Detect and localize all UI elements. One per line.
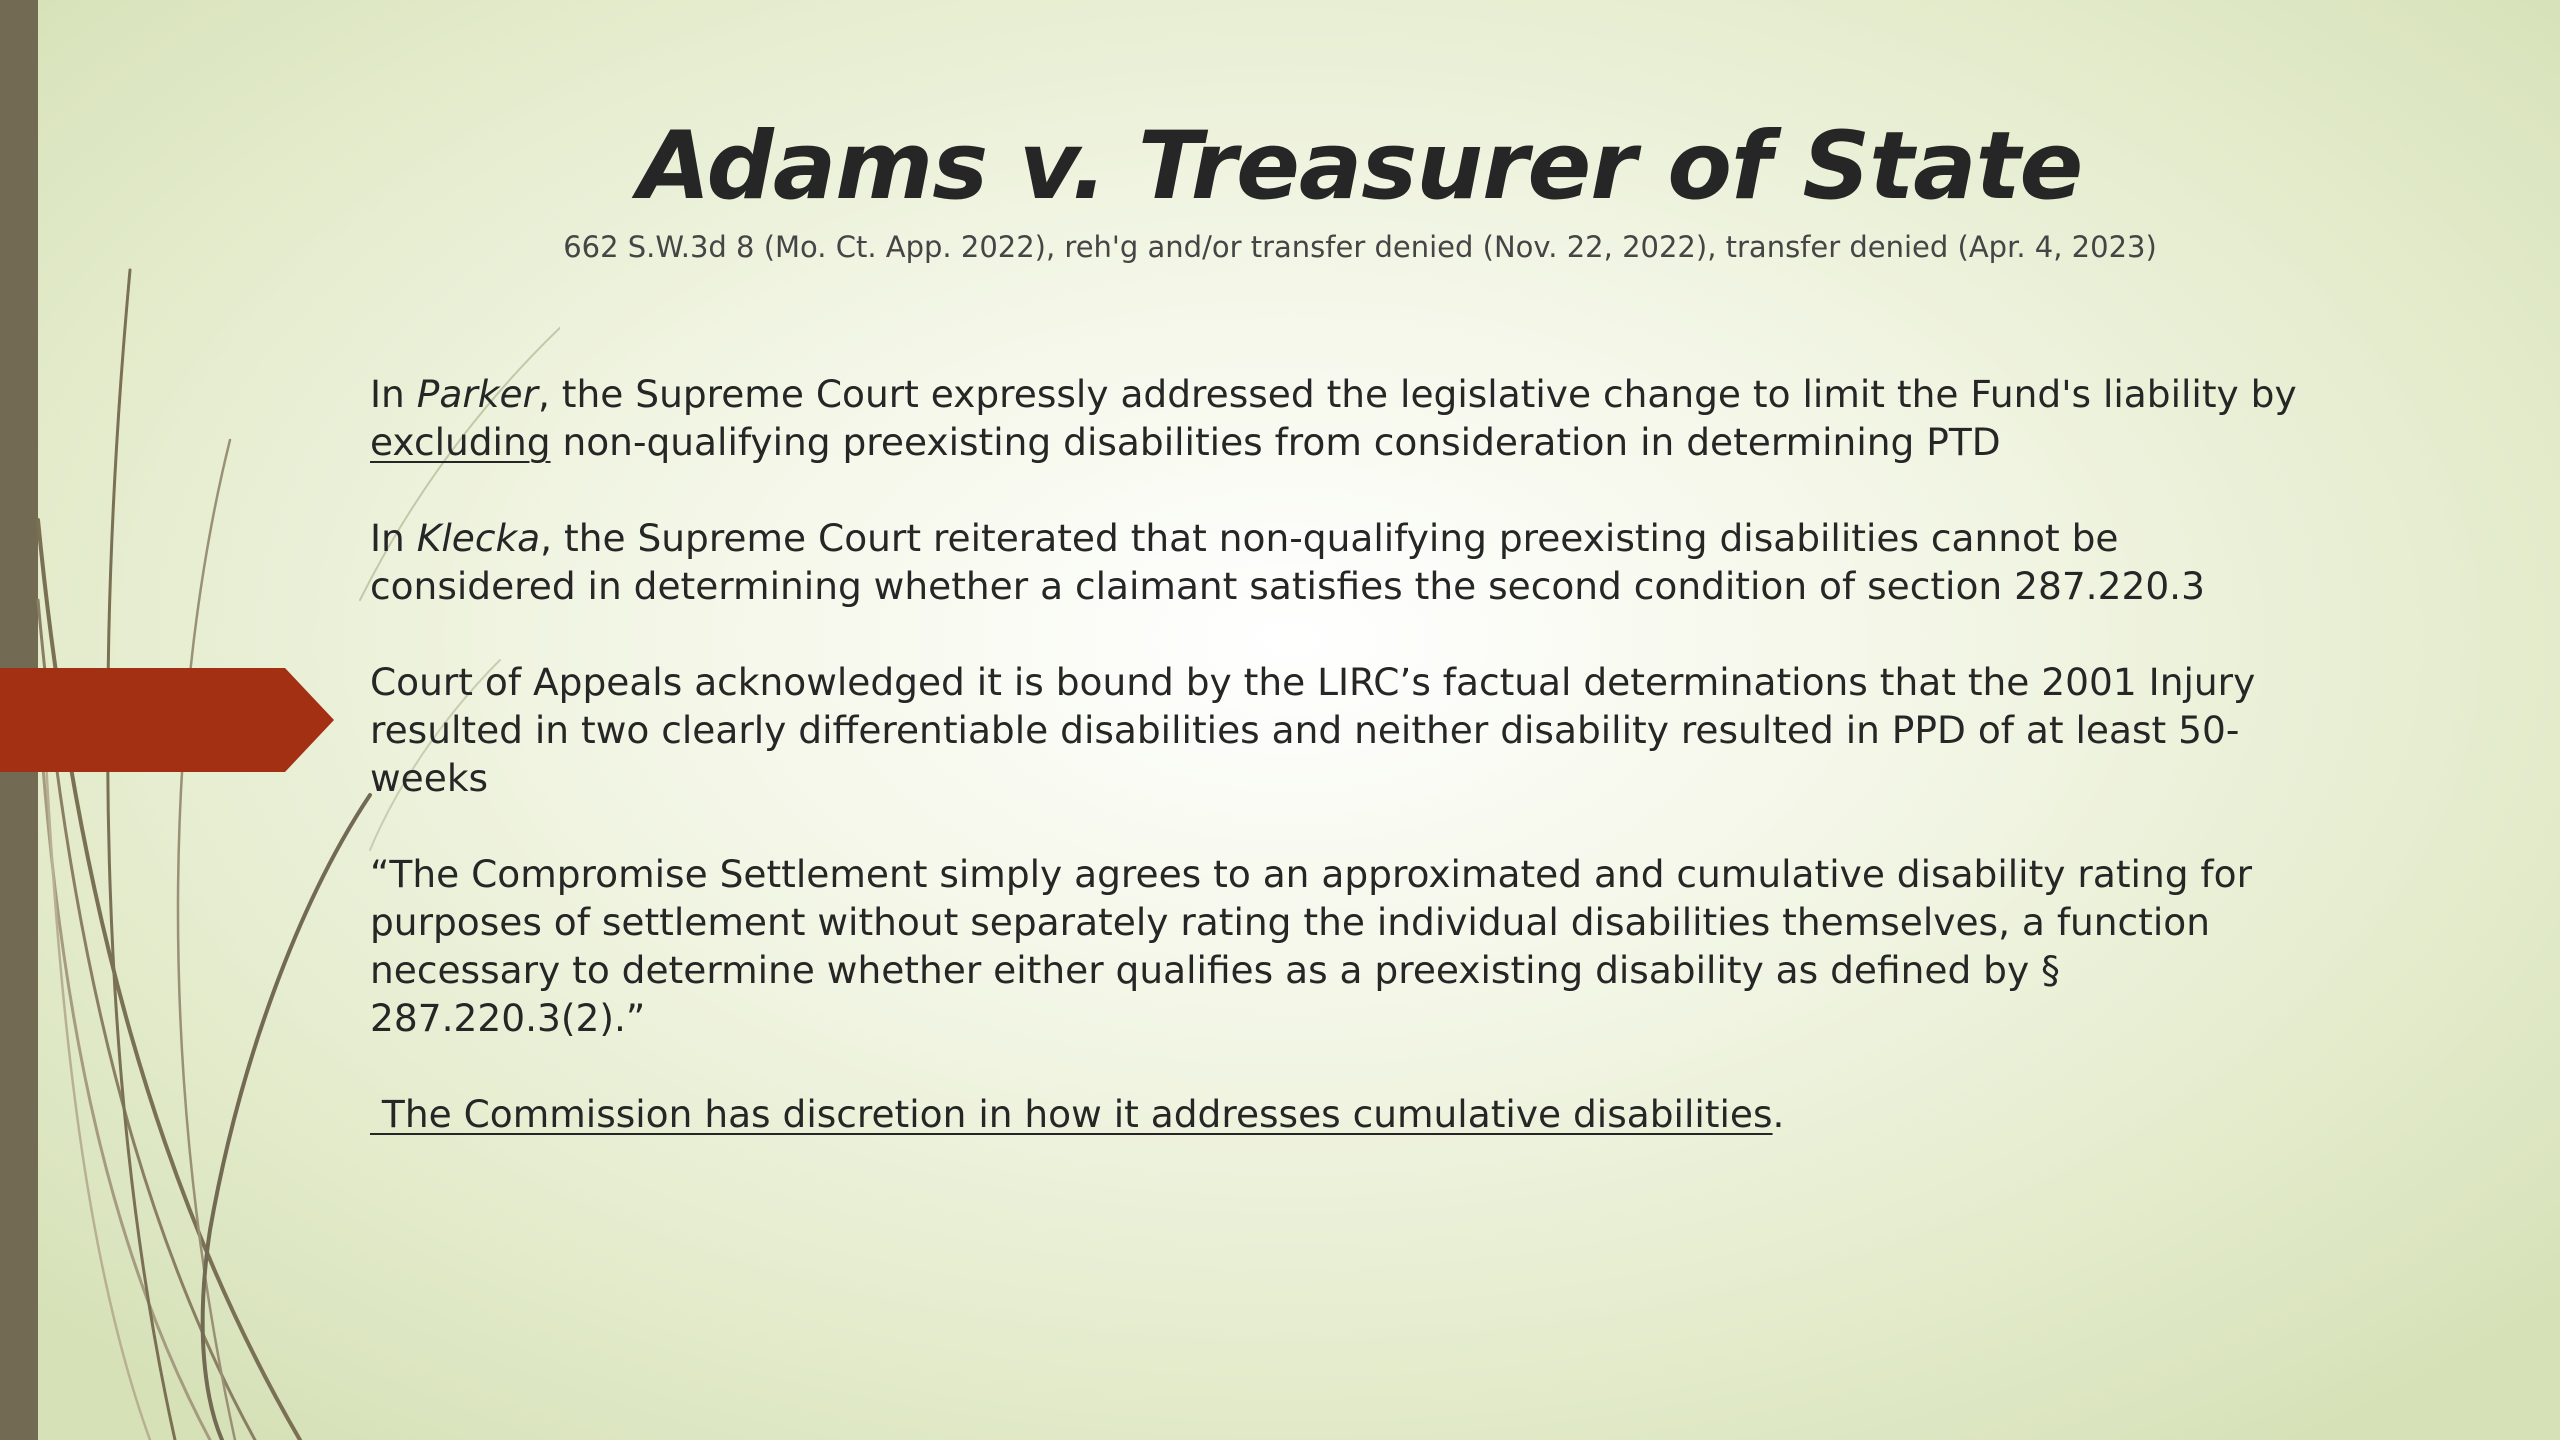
case-name-parker: Parker [416, 372, 538, 416]
bullet-court-of-appeals: Court of Appeals acknowledged it is bound by the LIRC’s factual determinations that the 2001 Injury resulted in two clearly differentiable disabilities and neither disability resulted in PPD of at least 50-weeks [370, 660, 2256, 800]
red-arrow-marker [0, 0, 340, 1440]
slide-title: Adams v. Treasurer of State [637, 112, 2083, 221]
underlined-conclusion: The Commission has discretion in how it addresses cumulative disabilities [370, 1092, 1773, 1136]
bullet-settlement-quote: “The Compromise Settlement simply agrees to an approximated and cumulative disability rating for purposes of settlement without separately rating the individual disabilities themselves, a function necessary to determine whether either qualifies as a preexisting disability as defined by § 287.220.3(2).” [370, 852, 2252, 1040]
bullet-klecka: In Klecka, the Supreme Court reiterated that non-qualifying preexisting disabilities cannot be considered in determining whether a claimant satisfies the second condition of section 287.220.3 [370, 516, 2205, 608]
bullet-commission-discretion: The Commission has discretion in how it addresses cumulative disabilities. [370, 1092, 1785, 1136]
case-name-klecka: Klecka [416, 516, 541, 560]
case-citation: 662 S.W.3d 8 (Mo. Ct. App. 2022), reh'g and/or transfer denied (Nov. 22, 2022), transfer denied (Apr. 4, 2023) [563, 230, 2157, 264]
bullet-parker: In Parker, the Supreme Court expressly addressed the legislative change to limit the Fund's liability by excluding non-qualifying preexisting disabilities from consideration in determining PTD [370, 372, 2297, 464]
slide-body [370, 370, 2330, 1186]
underlined-excluding: excluding [370, 420, 551, 464]
